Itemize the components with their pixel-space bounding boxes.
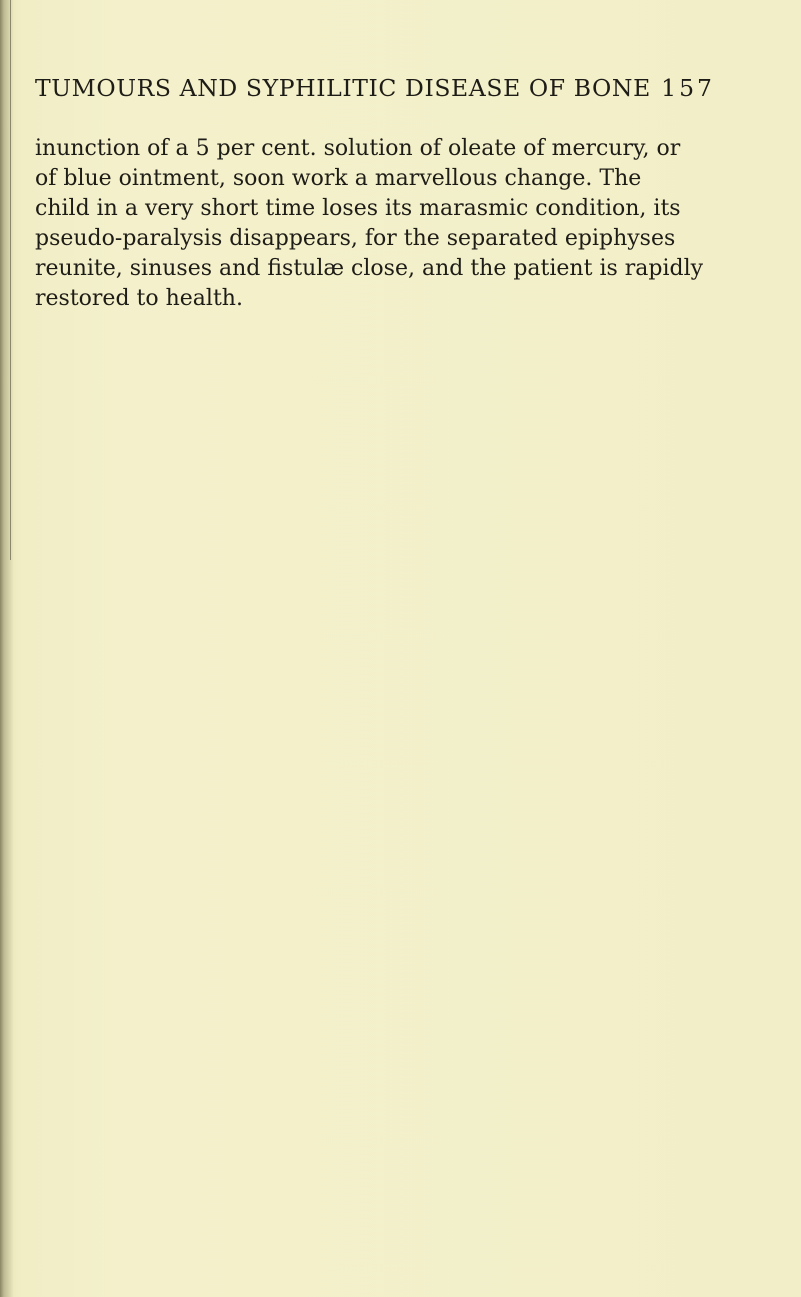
running-head-title: TUMOURS AND SYPHILITIC DISEASE OF BONE	[35, 74, 651, 102]
binding-gutter-shadow	[0, 0, 14, 1297]
paragraph-line: inunction of a 5 per cent. solution of oleate of mercury, or	[35, 136, 681, 161]
paragraph-line: of blue ointment, soon work a marvellous change. The	[35, 166, 642, 191]
paragraph-line: pseudo-paralysis disappears, for the separated epiphyses	[35, 226, 676, 251]
page-number: 157	[661, 74, 715, 102]
binding-gutter-line	[10, 0, 11, 560]
body-paragraph	[35, 134, 755, 314]
running-head	[35, 68, 715, 108]
paragraph-line: child in a very short time loses its marasmic condition, its	[35, 196, 681, 221]
paragraph-line: reunite, sinuses and fistulæ close, and the patient is rapidly	[35, 256, 704, 281]
paragraph-line: restored to health.	[35, 286, 243, 311]
